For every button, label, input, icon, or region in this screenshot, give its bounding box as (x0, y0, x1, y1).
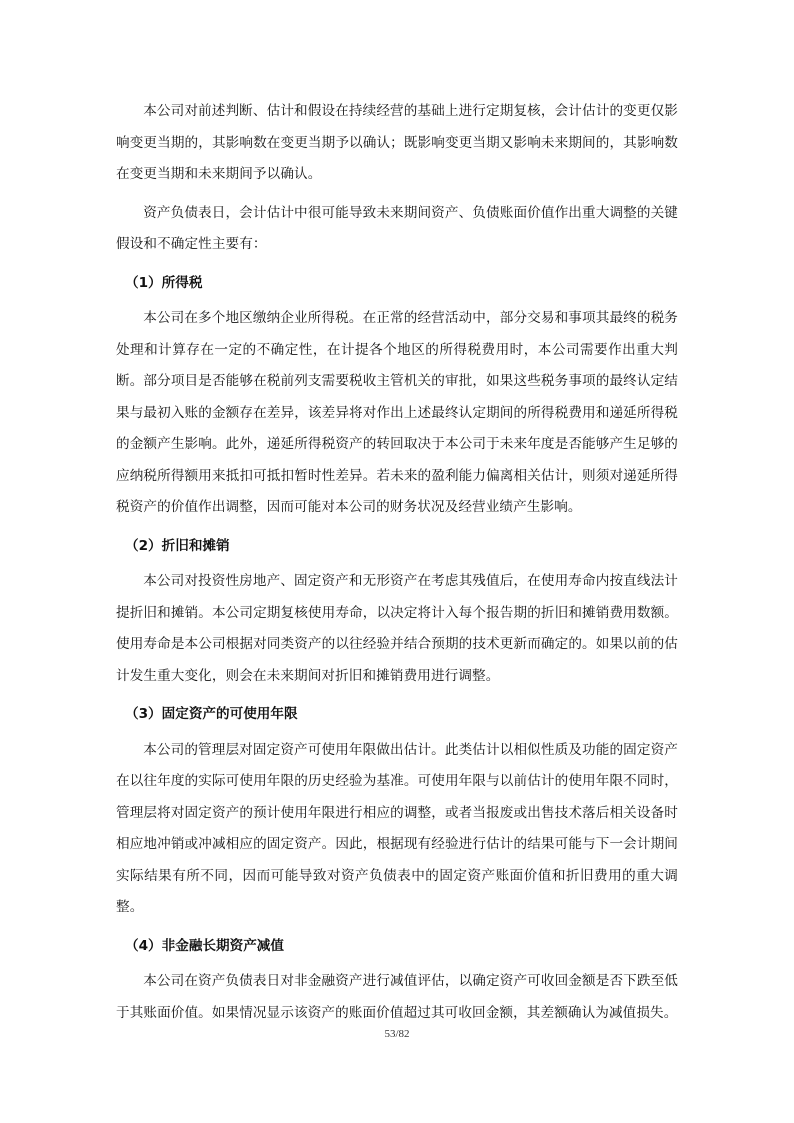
heading-non-financial-asset-impairment: （4）非金融长期资产减值 (125, 937, 284, 954)
paragraph-fixed-asset-useful-life: 本公司的管理层对固定资产可使用年限做出估计。此类估计以相似性质及功能的固定资产在以往年度的实际可使用年限的历史经验为基准。可使用年限与以前估计的使用年限不同时，管理层将对固定资产的预计使用年限进行相应的调整，或者当报废或出售技术落后相关设备时相应地冲销或冲减相应的固定资产。因此，根据现有经验进行估计的结果可能与下一会计期间实际结果有所不同，因而可能导致对资产负债表中的固定资产账面价值和折旧费用的重大调整。 (116, 741, 678, 915)
heading-depreciation-amortization: （2）折旧和摊销 (125, 537, 230, 554)
paragraph-non-financial-asset-impairment: 本公司在资产负债表日对非金融资产进行减值评估，以确定资产可收回金额是否下跌至低于其账面价值。如果情况显示该资产的账面价值超过其可收回金额，其差额确认为减值损失。 (116, 973, 678, 1021)
paragraph-depreciation-amortization: 本公司对投资性房地产、固定资产和无形资产在考虑其残值后，在使用寿命内按直线法计提折旧和摊销。本公司定期复核使用寿命，以决定将计入每个报告期的折旧和摊销费用数额。使用寿命是本公司根据对同类资产的以往经验并结合预期的技术更新而确定的。如果以前的估计发生重大变化，则会在未来期间对折旧和摊销费用进行调整。 (116, 573, 678, 684)
paragraph-key-assumptions: 资产负债表日，会计估计中很可能导致未来期间资产、负债账面价值作出重大调整的关键假设和不确定性主要有： (116, 204, 678, 252)
paragraph-estimate-review: 本公司对前述判断、估计和假设在持续经营的基础上进行定期复核，会计估计的变更仅影响变更当期的，其影响数在变更当期予以确认；既影响变更当期又影响未来期间的，其影响数在变更当期和未来期间予以确认。 (116, 103, 678, 182)
heading-fixed-asset-useful-life: （3）固定资产的可使用年限 (125, 706, 298, 722)
heading-income-tax: （1）所得税 (125, 274, 203, 291)
page-number: 53/82 (384, 1028, 410, 1040)
paragraph-income-tax: 本公司在多个地区缴纳企业所得税。在正常的经营活动中，部分交易和事项其最终的税务处理和计算存在一定的不确定性，在计提各个地区的所得税费用时，本公司需要作出重大判断。部分项目是否能够在税前列支需要税收主管机关的审批，如果这些税务事项的最终认定结果与最初入账的金额存在差异，该差异将对作出上述最终认定期间的所得税费用和递延所得税的金额产生影响。此外，递延所得税资产的转回取决于本公司于未来年度是否能够产生足够的应纳税所得额用来抵扣可抵扣暂时性差异。若未来的盈利能力偏离相关估计，则须对递延所得税资产的价值作出调整，因而可能对本公司的财务状况及经营业绩产生影响。 (116, 310, 678, 515)
document-body (116, 96, 678, 1036)
